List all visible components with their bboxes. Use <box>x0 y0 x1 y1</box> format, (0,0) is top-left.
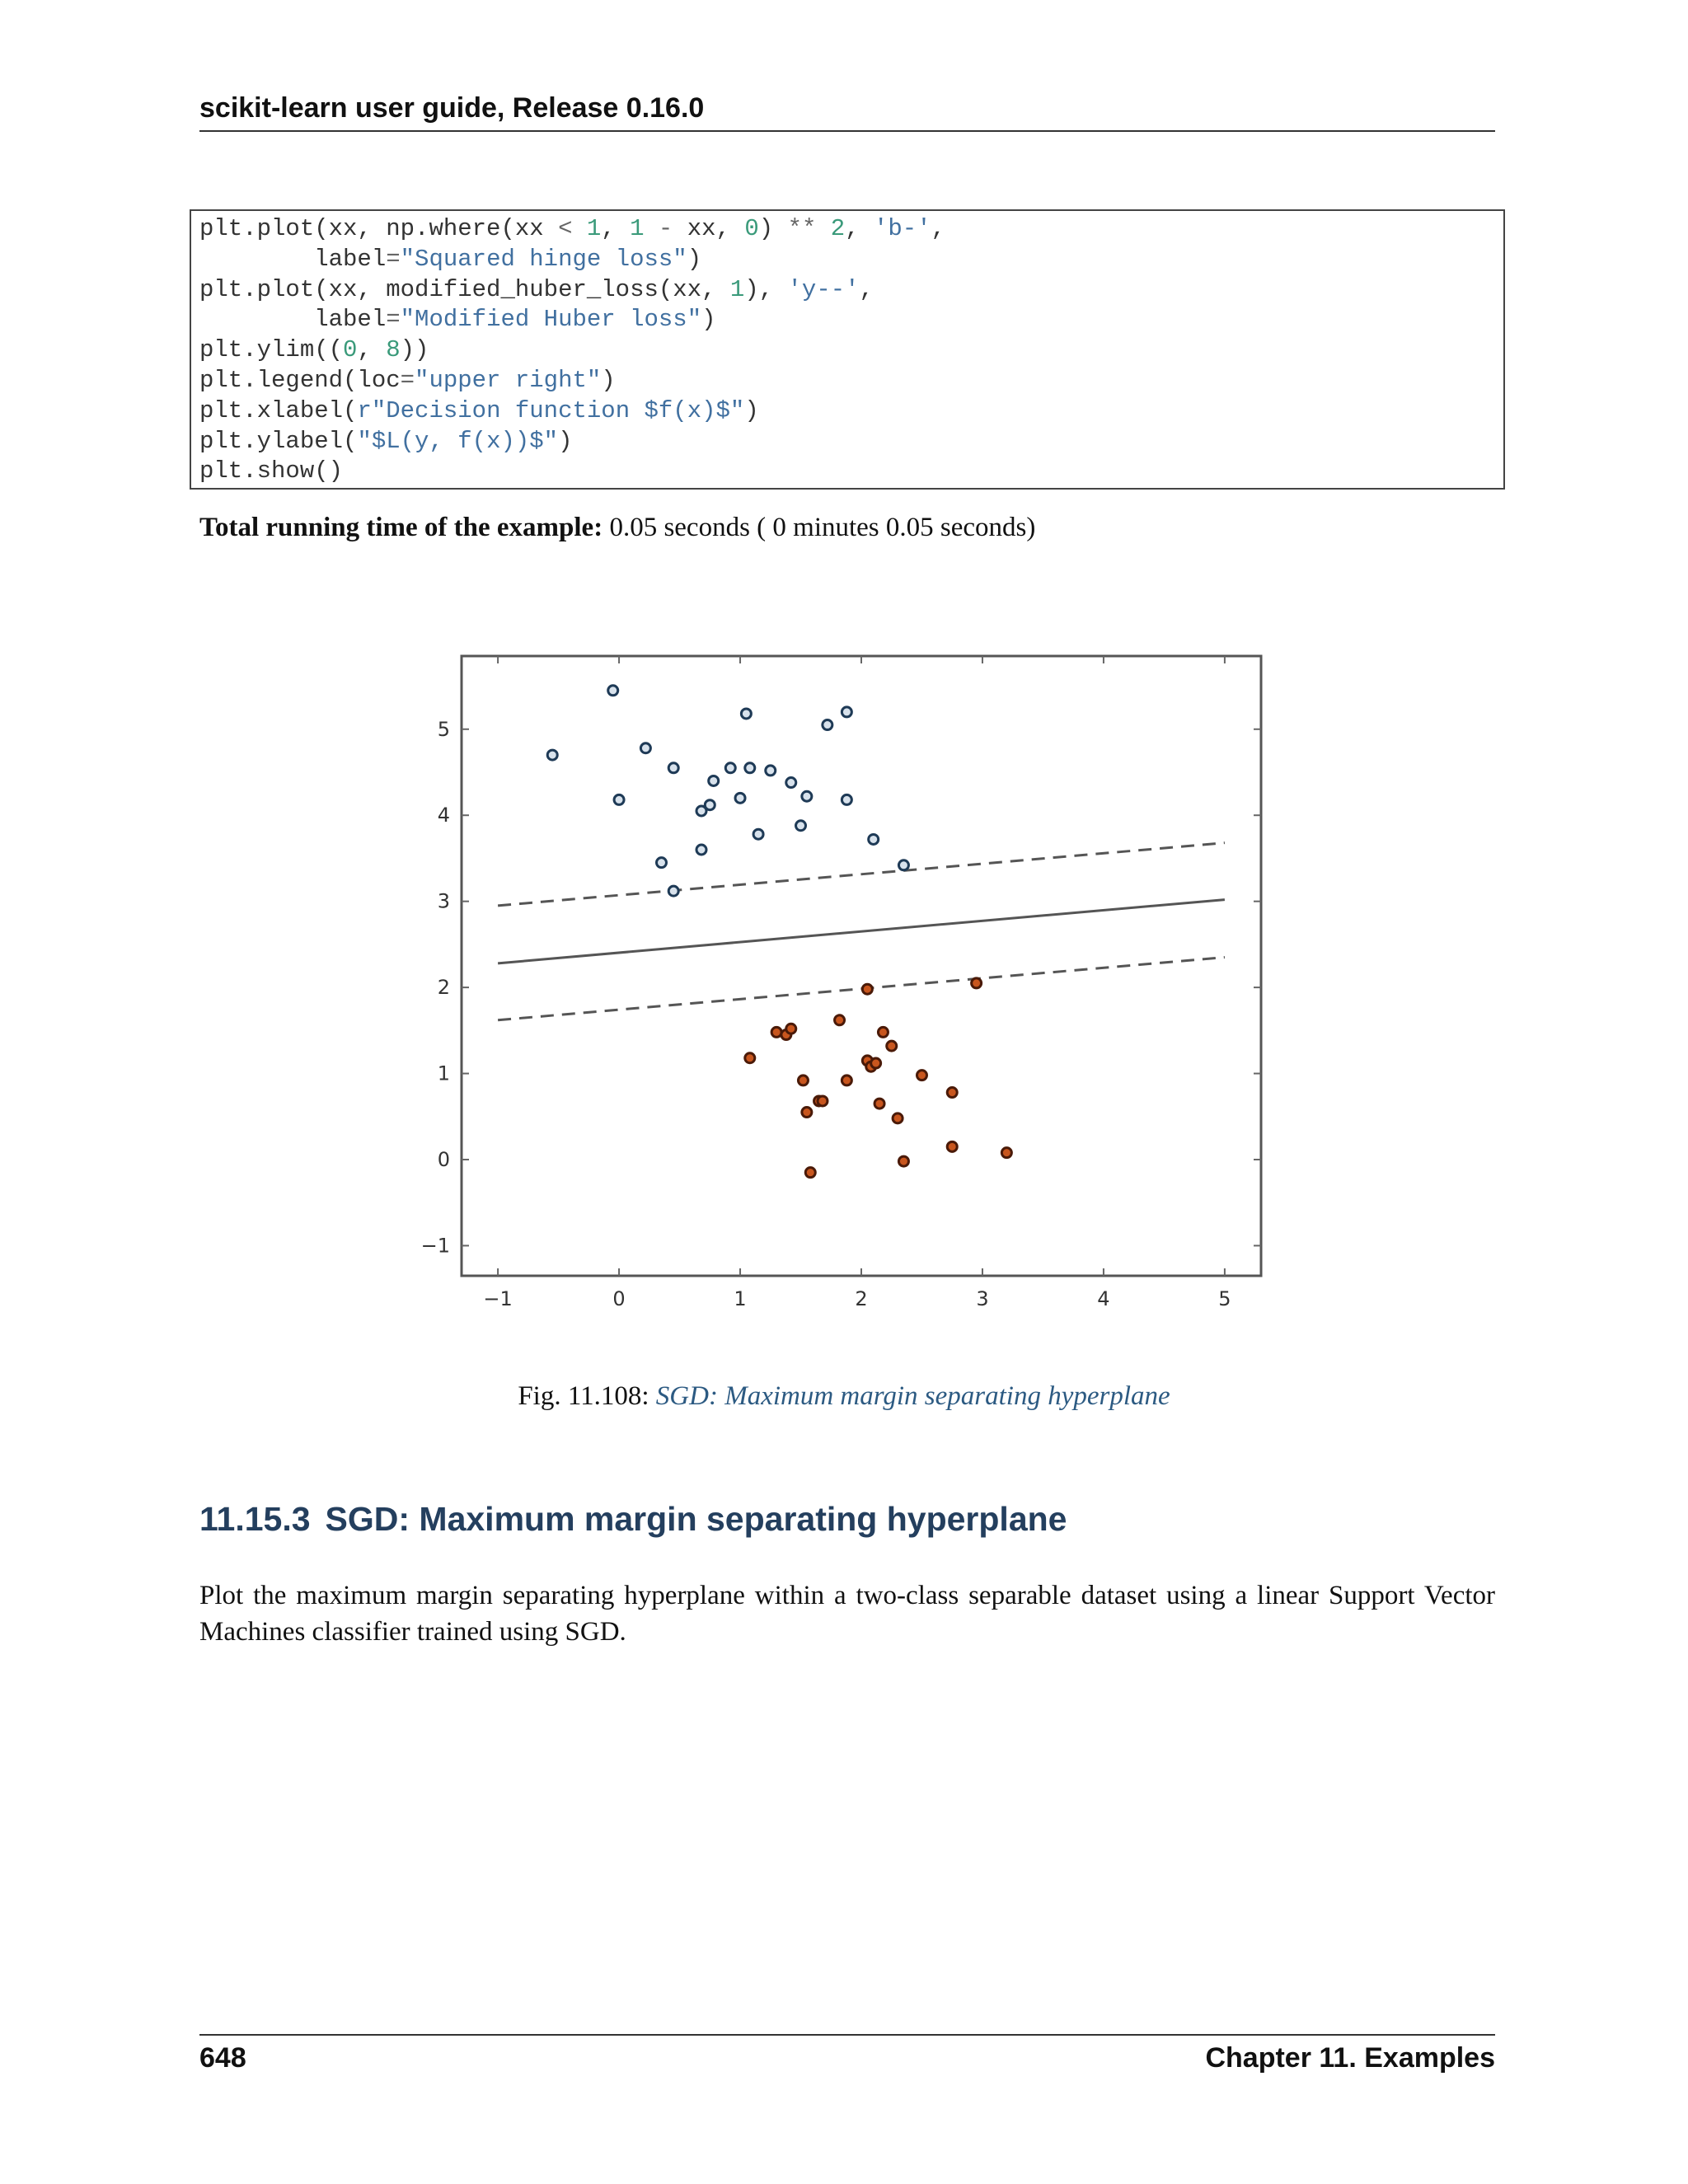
code-token: plt.plot(xx, modified_huber_loss(xx, <box>199 275 730 303</box>
code-token: = <box>386 245 401 273</box>
class-a-point <box>898 860 908 870</box>
code-token: r"Decision function $f(x)$" <box>357 396 745 424</box>
running-time-label: Total running time of the example: <box>199 513 603 542</box>
class-b-point <box>1001 1148 1011 1158</box>
code-token: "Modified Huber loss" <box>400 306 702 334</box>
class-a-point <box>745 763 755 773</box>
header-rule <box>199 130 1495 132</box>
caption-prefix: Fig. 11.108: <box>518 1381 656 1411</box>
code-token: 0 <box>343 336 358 364</box>
x-tick-label: 3 <box>976 1287 989 1310</box>
section-heading <box>199 1500 1067 1539</box>
running-time-value: 0.05 seconds ( 0 minutes 0.05 seconds) <box>603 513 1036 542</box>
y-tick-label: 4 <box>437 804 450 827</box>
code-token: plt.show() <box>199 457 344 485</box>
code-token: , <box>357 336 387 364</box>
class-a-point <box>741 709 751 719</box>
code-token: ) <box>687 245 702 273</box>
class-a-point <box>725 763 735 773</box>
code-token: = <box>386 306 401 334</box>
code-token: plt.ylabel( <box>199 427 358 455</box>
class-b-point <box>874 1099 884 1108</box>
code-token: "$L(y, f(x))$" <box>357 427 559 455</box>
class-b-point <box>893 1113 903 1123</box>
class-a-point <box>753 829 763 839</box>
plot-frame <box>462 656 1261 1276</box>
class-a-point <box>735 793 745 803</box>
code-token: )) <box>400 336 429 364</box>
code-token: = <box>400 366 415 394</box>
class-a-point <box>786 778 796 788</box>
scatter-chart <box>404 635 1278 1327</box>
code-token: "upper right" <box>415 366 602 394</box>
code-token: , <box>601 215 631 242</box>
code-token: 0 <box>744 215 759 242</box>
class-b-point <box>745 1053 755 1063</box>
class-b-point <box>898 1156 908 1166</box>
code-token: 8 <box>386 336 401 364</box>
code-token: label <box>199 245 387 273</box>
code-token: < <box>558 215 573 242</box>
figure <box>404 635 1278 1327</box>
code-token: 'b-' <box>874 215 931 242</box>
code-token: 1 <box>630 215 645 242</box>
code-line <box>199 275 1503 306</box>
code-token: "Squared hinge loss" <box>400 245 687 273</box>
class-b-point <box>802 1108 812 1118</box>
code-token: label <box>199 306 387 334</box>
class-b-point <box>771 1027 781 1037</box>
code-token: ** <box>787 215 817 242</box>
class-b-point <box>818 1096 828 1106</box>
code-token: - <box>658 215 673 242</box>
x-tick-label: 5 <box>1218 1287 1231 1310</box>
class-b-point <box>786 1024 796 1033</box>
page-number: 648 <box>199 2042 246 2074</box>
code-token: , <box>859 275 874 303</box>
code-token: plt.plot(xx, np.where(xx <box>199 215 559 242</box>
y-tick-label: 1 <box>437 1062 450 1085</box>
footer-rule <box>199 2034 1495 2036</box>
class-a-point <box>796 821 806 831</box>
figure-caption <box>0 1381 1688 1412</box>
x-tick-label: −1 <box>483 1287 513 1310</box>
class-a-point <box>696 845 706 855</box>
section-paragraph: Plot the maximum margin separating hyperplane within a two-class separable dataset using a linear Support Vector Machines classifier trained using SGD. <box>199 1581 1495 1647</box>
y-tick-label: 2 <box>437 976 450 1000</box>
class-b-point <box>947 1088 957 1098</box>
code-line <box>199 305 1503 335</box>
code-token: xx, <box>673 215 745 242</box>
section-title: SGD: Maximum margin separating hyperplane <box>325 1500 1067 1538</box>
class-a-point <box>766 766 776 776</box>
y-tick-label: 3 <box>437 889 450 913</box>
class-b-point <box>805 1168 815 1178</box>
class-b-point <box>871 1058 881 1068</box>
code-token: plt.ylim(( <box>199 336 344 364</box>
code-token: plt.xlabel( <box>199 396 358 424</box>
code-token: , <box>931 215 946 242</box>
code-line <box>199 214 1503 245</box>
class-a-point <box>547 750 557 760</box>
class-a-point <box>608 686 618 696</box>
code-token <box>572 215 586 242</box>
class-b-point <box>798 1076 808 1085</box>
code-token: ) <box>758 215 788 242</box>
y-tick-label: 0 <box>437 1148 450 1171</box>
class-a-point <box>709 776 719 785</box>
code-token <box>816 215 830 242</box>
running-time <box>199 513 1035 543</box>
class-a-point <box>657 858 667 868</box>
code-token: 2 <box>830 215 846 242</box>
class-a-point <box>614 794 624 804</box>
class-b-point <box>835 1015 845 1025</box>
code-line <box>199 457 1503 487</box>
class-b-point <box>887 1041 897 1051</box>
x-tick-label: 0 <box>612 1287 626 1310</box>
code-line <box>199 427 1503 457</box>
class-b-point <box>947 1141 957 1151</box>
class-b-point <box>878 1027 888 1037</box>
class-a-point <box>823 720 832 730</box>
code-token: ) <box>701 306 716 334</box>
code-token: ) <box>601 366 616 394</box>
x-tick-label: 2 <box>855 1287 868 1310</box>
code-token: plt.legend(loc <box>199 366 401 394</box>
class-a-point <box>668 763 678 773</box>
code-line <box>199 366 1503 396</box>
y-tick-label: 5 <box>437 717 450 741</box>
y-tick-label: −1 <box>420 1234 450 1258</box>
class-a-point <box>842 794 851 804</box>
section-number: 11.15.3 <box>199 1500 311 1538</box>
code-token: 1 <box>586 215 602 242</box>
class-a-point <box>705 800 715 810</box>
caption-link[interactable]: SGD: Maximum margin separating hyperplane <box>655 1381 1170 1411</box>
code-line <box>199 396 1503 427</box>
code-block <box>190 209 1505 490</box>
x-tick-label: 4 <box>1097 1287 1110 1310</box>
class-b-point <box>842 1076 851 1085</box>
code-line <box>199 335 1503 366</box>
chapter-title: Chapter 11. Examples <box>1205 2042 1495 2074</box>
class-b-point <box>862 984 872 994</box>
class-a-point <box>802 791 812 801</box>
x-tick-label: 1 <box>734 1287 747 1310</box>
code-token: ) <box>744 396 759 424</box>
code-token: ), <box>744 275 788 303</box>
code-token: , <box>845 215 874 242</box>
class-b-point <box>917 1071 926 1080</box>
class-a-point <box>668 886 678 896</box>
class-a-point <box>842 707 851 717</box>
running-header: scikit-learn user guide, Release 0.16.0 <box>199 92 705 124</box>
code-token: 1 <box>729 275 745 303</box>
class-a-point <box>869 834 879 844</box>
code-token: 'y--' <box>787 275 860 303</box>
code-line <box>199 245 1503 275</box>
code-token: ) <box>558 427 573 455</box>
class-a-point <box>640 743 650 753</box>
code-token <box>645 215 659 242</box>
class-b-point <box>972 978 982 988</box>
